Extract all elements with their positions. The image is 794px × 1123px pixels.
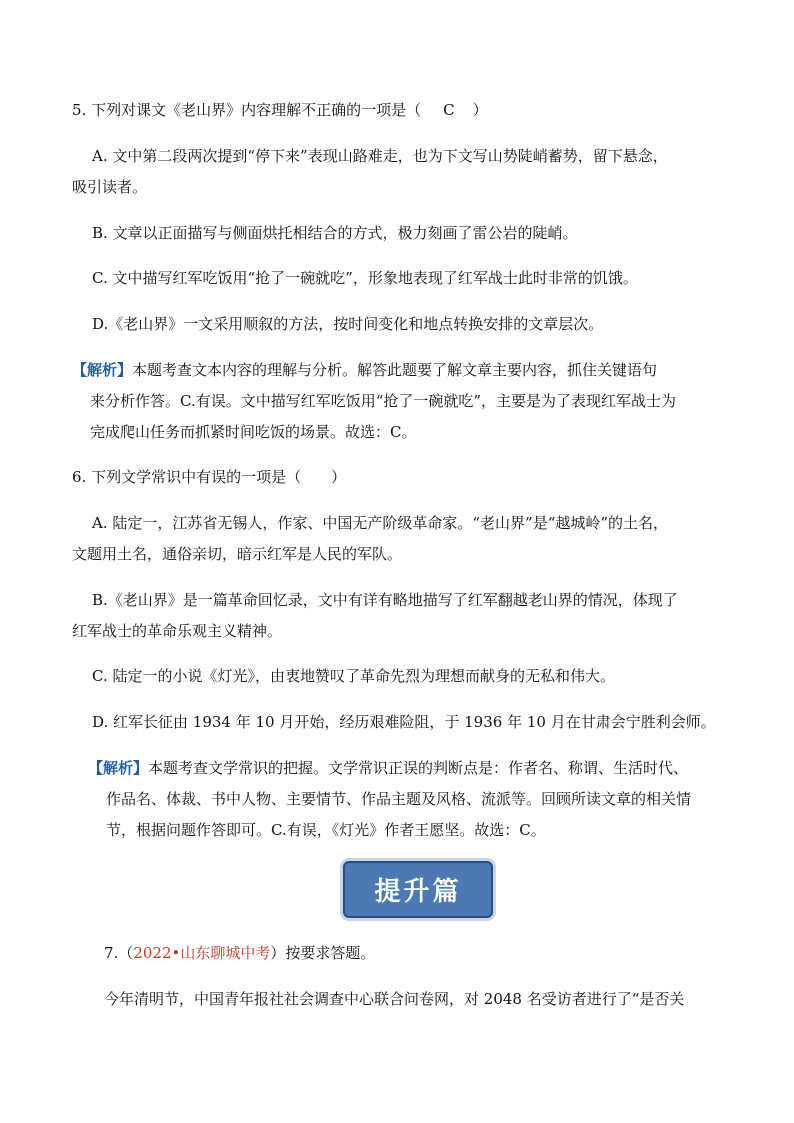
q7-source: 2022•山东聊城中考 <box>133 944 271 962</box>
q5-analysis-line1 <box>72 360 657 380</box>
q5-stem-close: ） <box>472 101 488 119</box>
q6-analysis-line1 <box>88 758 688 778</box>
q5-analysis-line3: 完成爬山任务而抓紧时间吃饭的场景。故选：C。 <box>90 423 417 441</box>
q5-analysis-text1: 本题考查文本内容的理解与分析。解答此题要了解文章主要内容，抓住关键语句 <box>132 361 658 379</box>
q5-option-c: C. 文中描写红军吃饭用“抢了一碗就吃”，形象地表现了红军战士此时非常的饥饿。 <box>92 269 638 287</box>
q6-option-b-line1: B.《老山界》是一篇革命回忆录，文中有详有略地描写了红军翻越老山界的情况，体现了 <box>92 591 678 609</box>
q6-analysis-line2: 作品名、体裁、书中人物、主要情节、作品主题及风格、流派等。回顾所读文章的相关情 <box>106 790 692 808</box>
q7-stem <box>104 943 375 963</box>
q6-option-a-line1: A. 陆定一，江苏省无锡人，作家、中国无产阶级革命家。“老山界”是“越城岭”的土名， <box>92 514 669 532</box>
q6-option-c: C. 陆定一的小说《灯光》，由衷地赞叹了革命先烈为理想而献身的无私和伟大。 <box>92 667 615 685</box>
q6-analysis-line3: 节，根据问题作答即可。C.有误，《灯光》作者王愿坚。故选：C。 <box>106 821 546 839</box>
q5-option-b: B. 文章以正面描写与侧面烘托相结合的方式，极力刻画了雷公岩的陡峭。 <box>92 224 578 242</box>
q6-stem: 6. 下列文学常识中有误的一项是（ ） <box>72 468 347 486</box>
q6-analysis-text1: 本题考查文学常识的把握。文学常识正误的判断点是：作者名、称谓、生活时代、 <box>148 759 689 777</box>
q5-answer: C <box>443 101 455 119</box>
q5-stem <box>72 100 488 120</box>
q6-option-b-line2: 红军战士的革命乐观主义精神。 <box>72 622 283 640</box>
q7-intro: 今年清明节，中国青年报社社会调查中心联合问卷网，对 2048 名受访者进行了“是否关 <box>104 990 685 1008</box>
q5-analysis-tag: 【解析】 <box>72 361 133 379</box>
q6-option-a-line2: 文题用土名，通俗亲切，暗示红军是人民的军队。 <box>72 545 403 563</box>
section-banner: 提升篇 <box>343 861 493 918</box>
q5-option-a-line2: 吸引读者。 <box>72 178 148 196</box>
q7-num: 7.（ <box>104 944 134 962</box>
q5-stem-text: 5. 下列对课文《老山界》内容理解不正确的一项是（ <box>72 101 422 119</box>
q5-option-a-line1: A. 文中第二段两次提到“停下来”表现山路难走，也为下文写山势陡峭蓄势，留下悬念， <box>92 147 668 165</box>
q7-rest: ）按要求答题。 <box>270 944 376 962</box>
q5-option-d: D.《老山界》一文采用顺叙的方法，按时间变化和地点转换安排的文章层次。 <box>92 315 604 333</box>
q5-analysis-line2: 来分析作答。C.有误。文中描写红军吃饭用“抢了一碗就吃”，主要是为了表现红军战士为 <box>90 392 677 410</box>
q6-analysis-tag: 【解析】 <box>88 759 149 777</box>
q6-option-d: D. 红军长征由 1934 年 10 月开始，经历艰难险阻，于 1936 年 10 月在甘肃会宁胜利会师。 <box>92 713 716 731</box>
